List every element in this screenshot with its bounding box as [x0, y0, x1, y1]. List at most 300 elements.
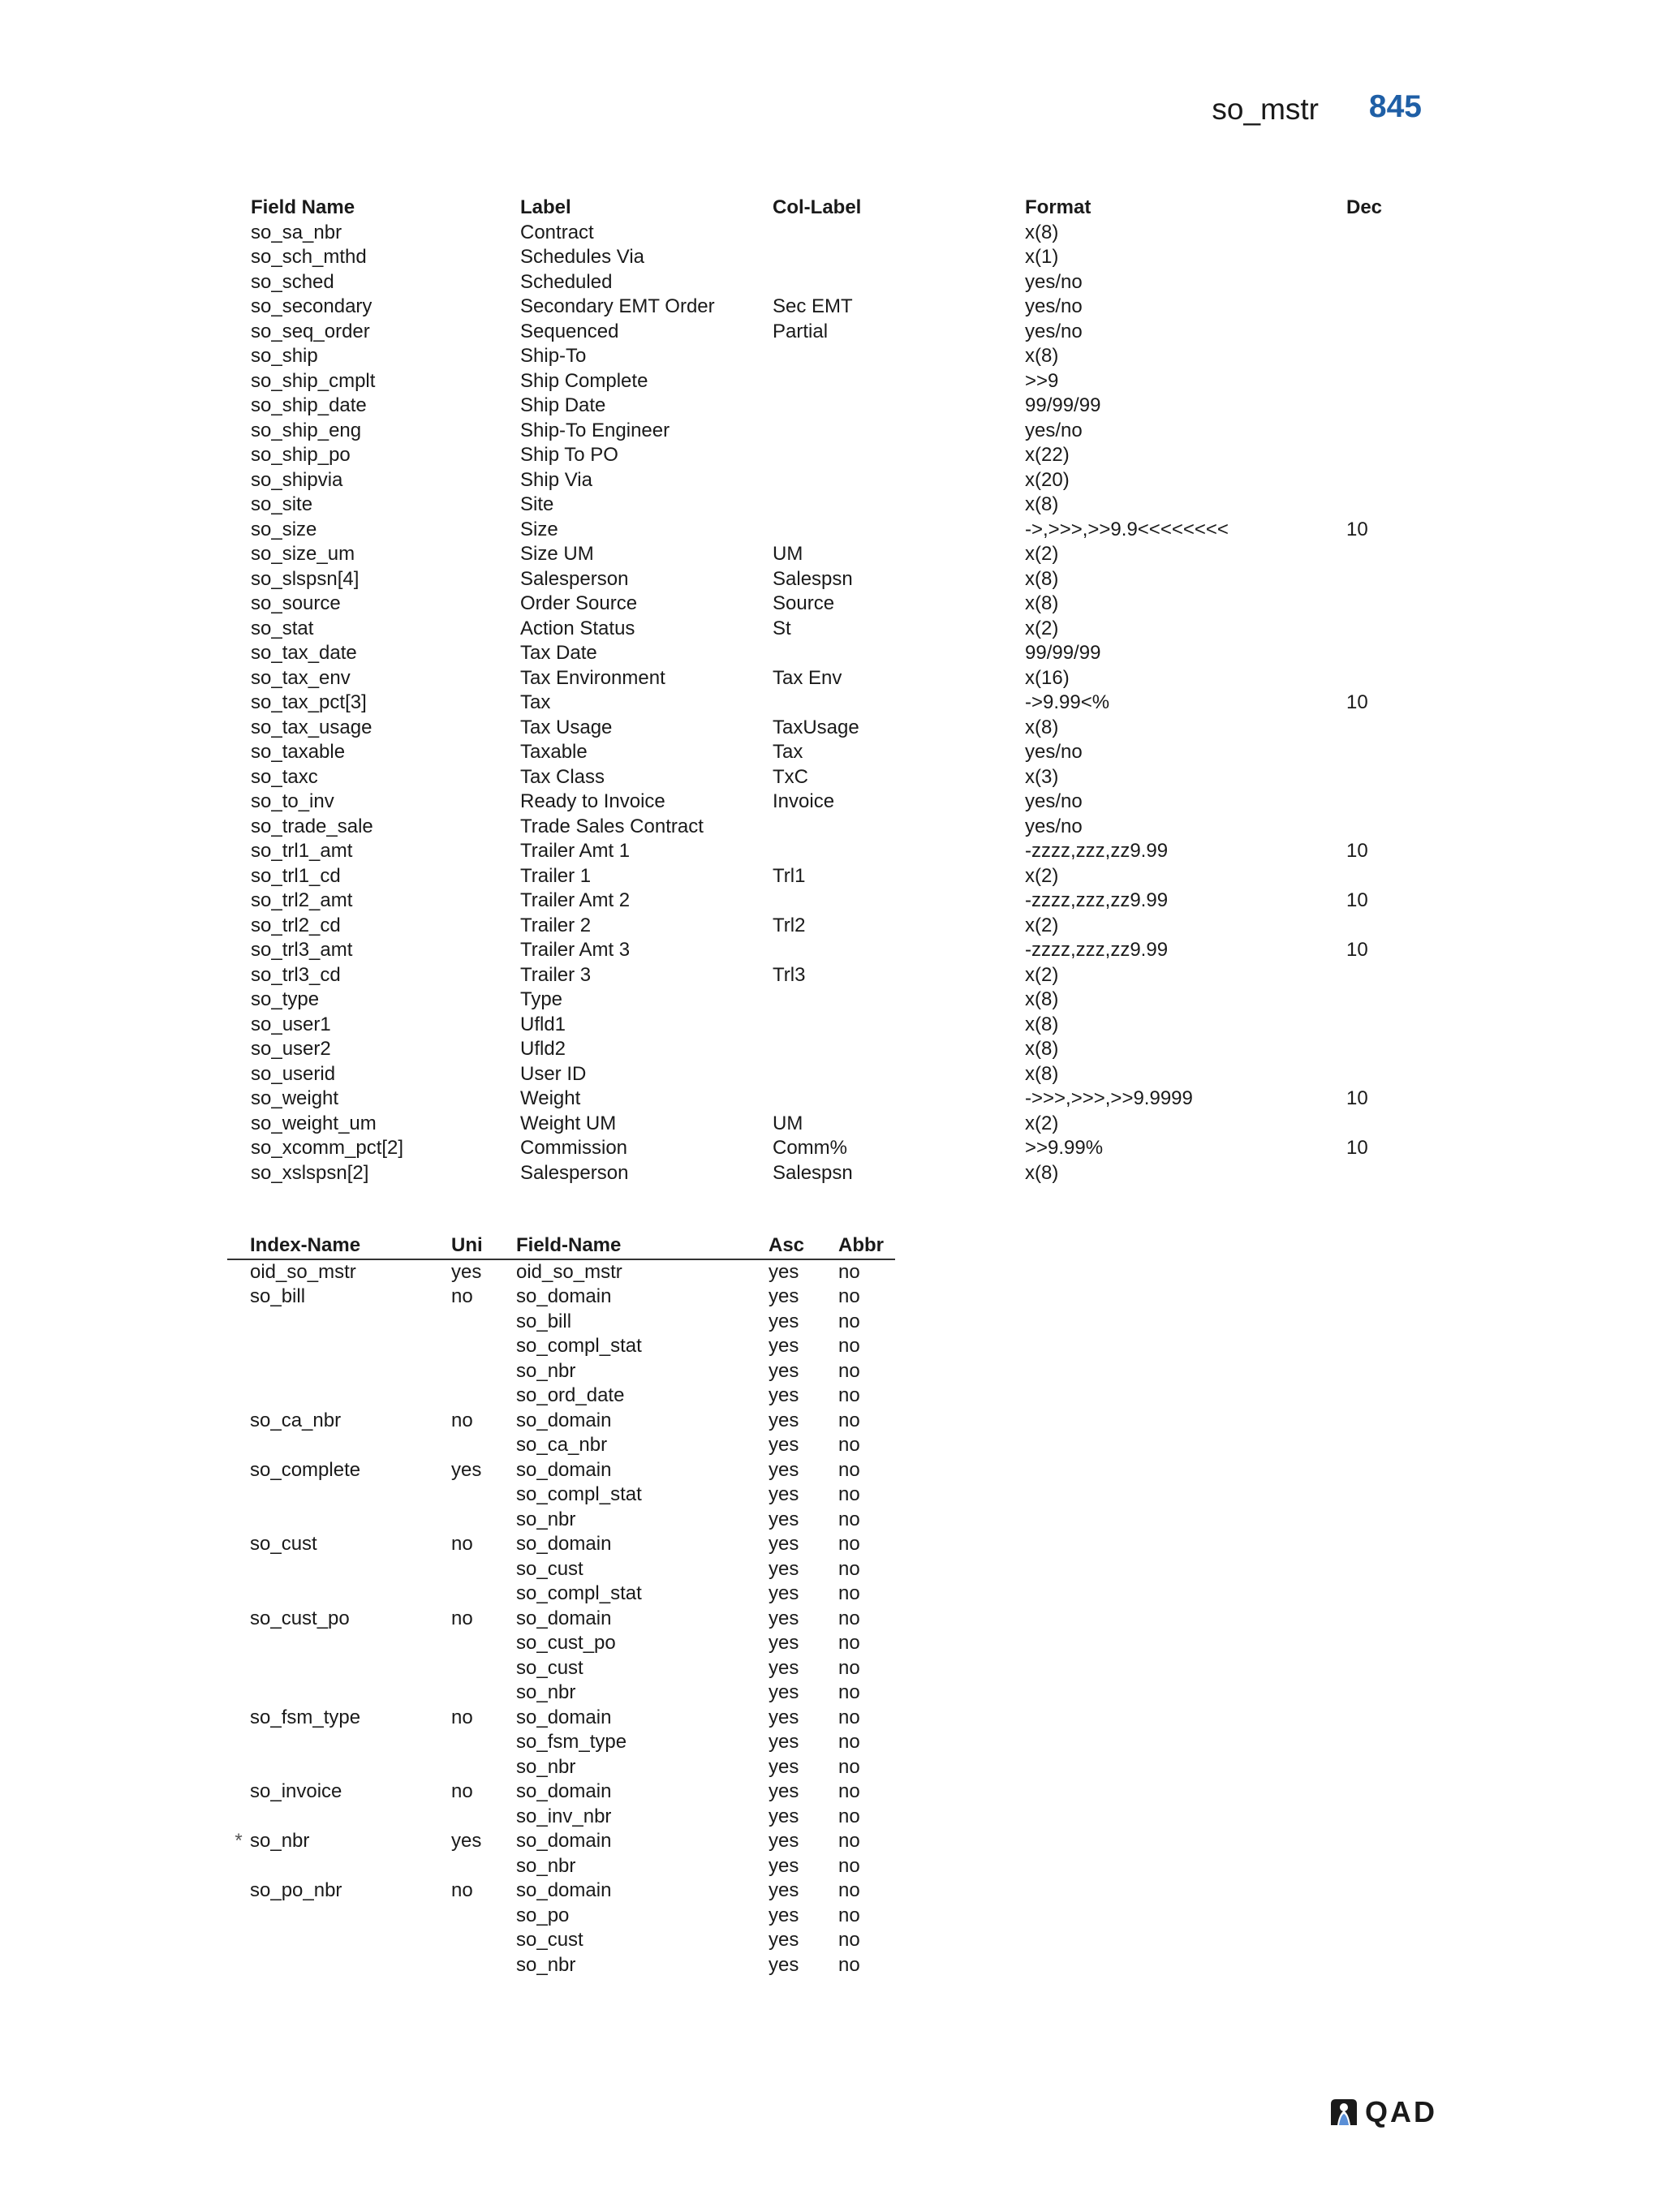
index-row: [227, 1779, 895, 1805]
field-col-label-cell: [773, 394, 1025, 419]
field-col-label-cell: [773, 344, 1025, 369]
fields-table: [243, 196, 1419, 1186]
header-page-number: 845: [1368, 89, 1422, 124]
index-field-cell: so_nbr: [516, 1508, 576, 1530]
field-row: [243, 815, 1419, 840]
index-name-cell: so_nbr: [250, 1830, 310, 1853]
field-row: [243, 245, 1419, 270]
field-row: [243, 394, 1419, 419]
field-name-cell: so_shipvia: [251, 468, 343, 491]
field-format-cell: x(8): [1025, 1161, 1059, 1184]
col-header-abbr: Abbr: [838, 1233, 895, 1259]
field-format-cell: x(16): [1025, 666, 1070, 689]
index-row: [227, 1508, 895, 1533]
field-format-cell: yes/no: [1025, 295, 1083, 318]
field-dec-cell: [1346, 914, 1419, 939]
index-asc-cell: yes: [769, 1508, 799, 1530]
index-asc-cell: yes: [769, 1310, 799, 1332]
index-name-cell: [250, 1854, 451, 1879]
field-row: [243, 666, 1419, 691]
field-col-label-cell: [773, 988, 1025, 1013]
index-unique-cell: yes: [451, 1458, 482, 1481]
index-row: [227, 1259, 895, 1285]
field-format-cell: x(2): [1025, 864, 1059, 887]
field-dec-cell: [1346, 963, 1419, 988]
field-row: [243, 1136, 1419, 1161]
index-field-cell: so_domain: [516, 1285, 612, 1308]
index-row: [227, 1483, 895, 1508]
fields-table-header: [243, 196, 1419, 221]
field-name-cell: so_trl2_amt: [251, 889, 353, 912]
index-name-cell: [250, 1334, 451, 1359]
field-label-cell: Ship-To: [520, 345, 587, 368]
field-col-label-cell: [773, 518, 1025, 543]
index-asc-cell: yes: [769, 1434, 799, 1457]
field-format-cell: x(2): [1025, 963, 1059, 986]
field-dec-cell: [1346, 666, 1419, 691]
field-format-cell: yes/no: [1025, 270, 1083, 293]
field-dec-cell: [1346, 790, 1419, 815]
field-dec-cell: 10: [1346, 691, 1368, 714]
col-header-index-field-name: Field-Name: [516, 1233, 769, 1259]
field-dec-cell: [1346, 1112, 1419, 1137]
field-label-cell: Trailer 3: [520, 963, 592, 986]
field-name-cell: so_ship_po: [251, 444, 351, 467]
index-unique-cell: [451, 1508, 516, 1533]
index-field-cell: so_nbr: [516, 1755, 576, 1778]
primary-index-marker: *: [235, 1830, 243, 1853]
index-asc-cell: yes: [769, 1731, 799, 1754]
primary-index-marker: [227, 1953, 250, 1978]
field-name-cell: so_taxc: [251, 765, 318, 788]
index-asc-cell: yes: [769, 1632, 799, 1655]
field-row: [243, 988, 1419, 1013]
index-asc-cell: yes: [769, 1904, 799, 1926]
field-format-cell: x(8): [1025, 493, 1059, 516]
field-label-cell: Scheduled: [520, 270, 613, 293]
field-name-cell: so_seq_order: [251, 320, 370, 342]
index-row: [227, 1854, 895, 1879]
field-label-cell: User ID: [520, 1062, 587, 1085]
index-abbr-cell: no: [838, 1805, 860, 1827]
field-row: [243, 914, 1419, 939]
field-label-cell: Ship To PO: [520, 444, 618, 467]
field-dec-cell: 10: [1346, 889, 1368, 912]
field-format-cell: x(8): [1025, 221, 1059, 243]
index-abbr-cell: no: [838, 1409, 860, 1431]
index-field-cell: so_bill: [516, 1310, 572, 1332]
field-col-label-cell: Partial: [773, 320, 829, 342]
field-format-cell: x(2): [1025, 1112, 1059, 1134]
index-field-cell: so_compl_stat: [516, 1335, 642, 1358]
field-label-cell: Order Source: [520, 592, 638, 615]
field-col-label-cell: [773, 493, 1025, 518]
primary-index-marker: [227, 1409, 250, 1434]
field-name-cell: so_user2: [251, 1038, 331, 1061]
index-row: [227, 1631, 895, 1656]
field-col-label-cell: Trl3: [773, 963, 806, 986]
index-field-cell: so_nbr: [516, 1854, 576, 1877]
field-col-label-cell: [773, 938, 1025, 963]
index-name-cell: so_cust: [250, 1533, 317, 1556]
field-dec-cell: [1346, 270, 1419, 295]
primary-index-marker: [227, 1706, 250, 1731]
index-asc-cell: yes: [769, 1656, 799, 1679]
index-asc-cell: yes: [769, 1780, 799, 1803]
field-dec-cell: [1346, 542, 1419, 567]
field-format-cell: yes/no: [1025, 790, 1083, 813]
fields-table-body: [243, 221, 1419, 1186]
field-col-label-cell: Salespsn: [773, 567, 853, 590]
field-row: [243, 864, 1419, 889]
index-row: [227, 1656, 895, 1681]
field-name-cell: so_weight_um: [251, 1112, 377, 1134]
field-row: [243, 369, 1419, 394]
field-row: [243, 938, 1419, 963]
index-abbr-cell: no: [838, 1310, 860, 1332]
field-name-cell: so_trl2_cd: [251, 914, 341, 936]
field-col-label-cell: [773, 839, 1025, 864]
field-name-cell: so_trade_sale: [251, 815, 373, 837]
index-name-cell: so_ca_nbr: [250, 1409, 342, 1431]
field-label-cell: Trailer Amt 2: [520, 889, 631, 912]
index-unique-cell: [451, 1928, 516, 1953]
field-name-cell: so_site: [251, 493, 313, 516]
field-name-cell: so_xcomm_pct[2]: [251, 1137, 404, 1160]
index-field-cell: so_domain: [516, 1607, 612, 1629]
index-abbr-cell: no: [838, 1260, 860, 1283]
field-label-cell: Ship Date: [520, 394, 606, 417]
index-abbr-cell: no: [838, 1384, 860, 1407]
field-format-cell: ->>>,>>>,>>9.9999: [1025, 1087, 1193, 1110]
index-name-cell: [250, 1656, 451, 1681]
field-col-label-cell: [773, 419, 1025, 444]
index-field-cell: so_po: [516, 1904, 570, 1926]
index-abbr-cell: no: [838, 1953, 860, 1976]
index-unique-cell: [451, 1334, 516, 1359]
index-name-cell: [250, 1310, 451, 1335]
primary-index-marker: [227, 1755, 250, 1780]
field-row: [243, 740, 1419, 765]
field-label-cell: Schedules Via: [520, 246, 644, 269]
field-name-cell: so_user1: [251, 1013, 331, 1035]
index-row: [227, 1904, 895, 1929]
index-abbr-cell: no: [838, 1755, 860, 1778]
index-unique-cell: [451, 1681, 516, 1706]
primary-index-marker: [227, 1928, 250, 1953]
index-row: [227, 1582, 895, 1607]
field-col-label-cell: [773, 1037, 1025, 1062]
field-col-label-cell: TaxUsage: [773, 716, 859, 738]
field-name-cell: so_xslspsn[2]: [251, 1161, 369, 1184]
primary-index-marker: [227, 1532, 250, 1557]
index-name-cell: [250, 1631, 451, 1656]
field-name-cell: so_tax_date: [251, 642, 357, 665]
index-name-cell: so_fsm_type: [250, 1706, 361, 1728]
index-asc-cell: yes: [769, 1854, 799, 1877]
primary-index-marker: [227, 1656, 250, 1681]
field-name-cell: so_source: [251, 592, 341, 615]
primary-index-marker: [227, 1878, 250, 1904]
col-header-field-name: Field Name: [251, 196, 355, 219]
field-name-cell: so_sched: [251, 270, 334, 293]
index-name-cell: so_complete: [250, 1458, 361, 1481]
index-name-cell: [250, 1681, 451, 1706]
primary-index-marker: [227, 1310, 250, 1335]
field-format-cell: -zzzz,zzz,zz9.99: [1025, 840, 1169, 863]
index-field-cell: so_cust: [516, 1929, 583, 1952]
field-name-cell: so_ship_cmplt: [251, 369, 376, 392]
field-row: [243, 443, 1419, 468]
index-field-cell: so_domain: [516, 1458, 612, 1481]
field-row: [243, 1013, 1419, 1038]
primary-index-marker: [227, 1334, 250, 1359]
index-abbr-cell: no: [838, 1681, 860, 1704]
field-dec-cell: [1346, 221, 1419, 246]
field-dec-cell: [1346, 468, 1419, 493]
index-unique-cell: [451, 1904, 516, 1929]
index-abbr-cell: no: [838, 1359, 860, 1382]
index-field-cell: so_domain: [516, 1533, 612, 1556]
index-abbr-cell: no: [838, 1434, 860, 1457]
index-asc-cell: yes: [769, 1533, 799, 1556]
field-col-label-cell: [773, 641, 1025, 666]
index-field-cell: so_compl_stat: [516, 1582, 642, 1605]
primary-index-marker: [227, 1730, 250, 1755]
index-unique-cell: yes: [451, 1830, 482, 1853]
field-format-cell: x(8): [1025, 988, 1059, 1011]
index-row: [227, 1384, 895, 1409]
field-format-cell: x(8): [1025, 1038, 1059, 1061]
index-name-cell: [250, 1433, 451, 1458]
field-row: [243, 344, 1419, 369]
index-name-cell: so_invoice: [250, 1780, 342, 1803]
primary-index-marker: [227, 1904, 250, 1929]
field-dec-cell: [1346, 592, 1419, 617]
index-name-cell: [250, 1359, 451, 1384]
field-dec-cell: [1346, 617, 1419, 642]
field-dec-cell: 10: [1346, 518, 1368, 540]
field-label-cell: Salesperson: [520, 1161, 629, 1184]
field-name-cell: so_taxable: [251, 741, 346, 764]
field-row: [243, 889, 1419, 914]
field-format-cell: x(20): [1025, 468, 1070, 491]
index-abbr-cell: no: [838, 1731, 860, 1754]
field-dec-cell: [1346, 567, 1419, 592]
field-label-cell: Trailer Amt 3: [520, 939, 631, 962]
primary-index-marker: [227, 1458, 250, 1483]
index-asc-cell: yes: [769, 1681, 799, 1704]
primary-index-marker: [227, 1384, 250, 1409]
index-asc-cell: yes: [769, 1755, 799, 1778]
index-unique-cell: no: [451, 1706, 473, 1728]
field-format-cell: x(8): [1025, 592, 1059, 615]
index-abbr-cell: no: [838, 1632, 860, 1655]
field-col-label-cell: [773, 691, 1025, 716]
field-label-cell: Tax Date: [520, 642, 597, 665]
index-unique-cell: [451, 1656, 516, 1681]
index-row: [227, 1409, 895, 1434]
field-col-label-cell: Trl1: [773, 864, 806, 887]
field-col-label-cell: [773, 815, 1025, 840]
logo-text: QAD: [1365, 2095, 1437, 2128]
index-unique-cell: [451, 1433, 516, 1458]
index-row: [227, 1706, 895, 1731]
field-col-label-cell: Trl2: [773, 914, 806, 936]
field-format-cell: x(8): [1025, 1013, 1059, 1035]
index-field-cell: so_nbr: [516, 1681, 576, 1704]
field-dec-cell: [1346, 641, 1419, 666]
field-label-cell: Weight: [520, 1087, 581, 1110]
field-label-cell: Trailer 2: [520, 914, 592, 936]
col-header-index-name: Index-Name: [250, 1233, 451, 1259]
index-name-cell: [250, 1483, 451, 1508]
field-row: [243, 963, 1419, 988]
field-label-cell: Size: [520, 518, 558, 540]
field-col-label-cell: [773, 1013, 1025, 1038]
col-header-asc: Asc: [769, 1233, 838, 1259]
field-col-label-cell: [773, 245, 1025, 270]
primary-index-marker: [227, 1483, 250, 1508]
field-label-cell: Ship Complete: [520, 369, 648, 392]
field-format-cell: yes/no: [1025, 815, 1083, 837]
field-dec-cell: [1346, 716, 1419, 741]
index-asc-cell: yes: [769, 1953, 799, 1976]
index-unique-cell: [451, 1755, 516, 1780]
field-row: [243, 716, 1419, 741]
field-dec-cell: [1346, 320, 1419, 345]
index-table-body: [227, 1259, 895, 1978]
field-row: [243, 1087, 1419, 1112]
index-unique-cell: [451, 1384, 516, 1409]
field-row: [243, 419, 1419, 444]
index-row: [227, 1532, 895, 1557]
field-name-cell: so_trl3_amt: [251, 939, 353, 962]
index-unique-cell: no: [451, 1533, 473, 1556]
field-dec-cell: [1346, 765, 1419, 790]
index-field-cell: so_domain: [516, 1780, 612, 1803]
index-asc-cell: yes: [769, 1805, 799, 1827]
field-dec-cell: 10: [1346, 1087, 1368, 1110]
field-dec-cell: [1346, 344, 1419, 369]
index-field-cell: so_domain: [516, 1830, 612, 1853]
index-field-cell: so_ord_date: [516, 1384, 625, 1407]
index-abbr-cell: no: [838, 1335, 860, 1358]
index-row: [227, 1433, 895, 1458]
field-label-cell: Taxable: [520, 741, 588, 764]
field-row: [243, 839, 1419, 864]
index-abbr-cell: no: [838, 1607, 860, 1629]
index-row: [227, 1310, 895, 1335]
field-label-cell: Contract: [520, 221, 594, 243]
index-unique-cell: [451, 1557, 516, 1582]
field-format-cell: x(2): [1025, 617, 1059, 639]
field-row: [243, 221, 1419, 246]
index-table-header: [227, 1233, 895, 1259]
field-col-label-cell: Tax Env: [773, 666, 842, 689]
field-name-cell: so_userid: [251, 1062, 336, 1085]
index-abbr-cell: no: [838, 1879, 860, 1902]
field-dec-cell: [1346, 864, 1419, 889]
field-format-cell: x(8): [1025, 567, 1059, 590]
index-abbr-cell: no: [838, 1582, 860, 1605]
index-abbr-cell: no: [838, 1483, 860, 1506]
index-asc-cell: yes: [769, 1285, 799, 1308]
primary-index-marker: [227, 1681, 250, 1706]
field-row: [243, 765, 1419, 790]
field-dec-cell: [1346, 815, 1419, 840]
field-row: [243, 518, 1419, 543]
field-name-cell: so_slspsn[4]: [251, 567, 360, 590]
field-label-cell: Trailer 1: [520, 864, 592, 887]
field-dec-cell: [1346, 740, 1419, 765]
index-row: [227, 1730, 895, 1755]
index-name-cell: [250, 1557, 451, 1582]
index-unique-cell: no: [451, 1879, 473, 1902]
qad-logo: [1328, 2095, 1437, 2129]
field-col-label-cell: St: [773, 617, 791, 639]
field-col-label-cell: [773, 369, 1025, 394]
field-name-cell: so_weight: [251, 1087, 339, 1110]
field-row: [243, 1112, 1419, 1137]
index-abbr-cell: no: [838, 1830, 860, 1853]
index-name-cell: [250, 1928, 451, 1953]
field-format-cell: -zzzz,zzz,zz9.99: [1025, 889, 1169, 912]
field-row: [243, 641, 1419, 666]
field-dec-cell: [1346, 443, 1419, 468]
field-format-cell: x(2): [1025, 543, 1059, 566]
qad-logo-icon: [1328, 2098, 1360, 2127]
index-field-cell: so_fsm_type: [516, 1731, 627, 1754]
field-dec-cell: [1346, 1037, 1419, 1062]
field-label-cell: Weight UM: [520, 1112, 617, 1134]
index-asc-cell: yes: [769, 1879, 799, 1902]
field-dec-cell: [1346, 1013, 1419, 1038]
col-header-marker: [227, 1233, 250, 1259]
field-col-label-cell: [773, 1062, 1025, 1087]
index-abbr-cell: no: [838, 1780, 860, 1803]
header-table-name: so_mstr: [1212, 93, 1319, 126]
field-label-cell: Tax Class: [520, 765, 605, 788]
field-row: [243, 617, 1419, 642]
index-asc-cell: yes: [769, 1359, 799, 1382]
field-label-cell: Commission: [520, 1137, 628, 1160]
index-unique-cell: no: [451, 1409, 473, 1431]
field-name-cell: so_to_inv: [251, 790, 334, 813]
index-asc-cell: yes: [769, 1458, 799, 1481]
field-name-cell: so_sa_nbr: [251, 221, 342, 243]
index-field-cell: so_compl_stat: [516, 1483, 642, 1506]
field-col-label-cell: [773, 889, 1025, 914]
field-dec-cell: [1346, 988, 1419, 1013]
col-header-format: Format: [1025, 196, 1091, 219]
field-col-label-cell: [773, 270, 1025, 295]
primary-index-marker: [227, 1508, 250, 1533]
index-field-cell: so_nbr: [516, 1359, 576, 1382]
field-col-label-cell: Sec EMT: [773, 295, 853, 318]
field-col-label-cell: [773, 468, 1025, 493]
field-name-cell: so_stat: [251, 617, 314, 639]
index-name-cell: [250, 1582, 451, 1607]
field-name-cell: so_tax_usage: [251, 716, 372, 738]
field-col-label-cell: [773, 443, 1025, 468]
index-unique-cell: no: [451, 1285, 473, 1308]
index-abbr-cell: no: [838, 1557, 860, 1580]
field-name-cell: so_size_um: [251, 543, 355, 566]
col-header-label: Label: [520, 196, 571, 219]
field-col-label-cell: [773, 221, 1025, 246]
index-name-cell: [250, 1904, 451, 1929]
